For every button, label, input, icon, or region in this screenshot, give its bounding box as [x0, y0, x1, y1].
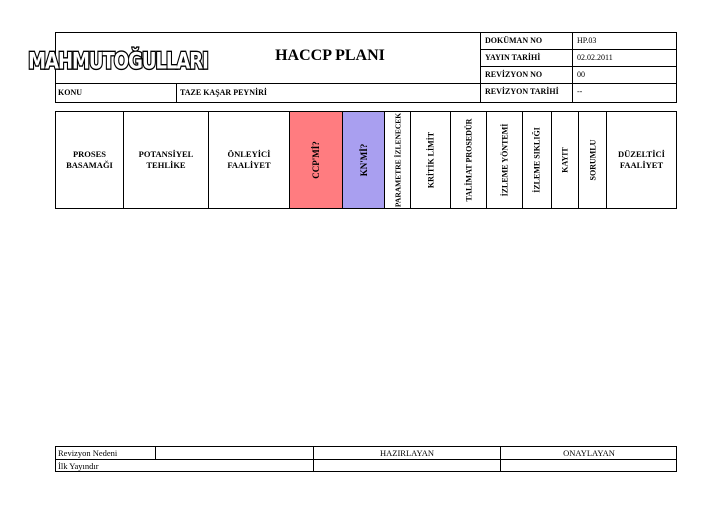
- document-meta: [480, 32, 677, 103]
- col-corrective-action: [607, 112, 676, 208]
- page-title: HACCP PLANI: [275, 47, 385, 64]
- col-ccp: [290, 112, 342, 208]
- logo-text: MAHMUTOĞULLARI: [28, 47, 208, 75]
- subject-value: TAZE KAŞAR PEYNİRİ: [180, 88, 267, 97]
- revision-reason-label: Revizyon Nedeni: [58, 448, 118, 458]
- col-monitoring-method-label: İZLEME YÖNTEMİ: [500, 123, 509, 197]
- col-corrective-action-line1: DÜZELTİCİ: [618, 149, 665, 159]
- revision-date-label: REVİZYON TARİHİ: [485, 87, 559, 96]
- col-potential-hazard-line2: TEHLİKE: [146, 160, 186, 170]
- col-preventive-action: [209, 112, 289, 208]
- col-record-label: KAYIT: [560, 147, 570, 173]
- col-monitoring-frequency: [523, 112, 551, 208]
- revision-no-label: REVİZYON NO: [485, 70, 543, 79]
- first-publication-text: İlk Yayındır: [58, 461, 99, 471]
- doc-no-value: HP.03: [577, 36, 597, 45]
- col-process-step-line2: BASAMAĞI: [66, 160, 113, 170]
- col-critical-limit: [411, 112, 450, 208]
- subject-label: KONU: [58, 88, 82, 97]
- publish-date-value: 02.02.2011: [577, 53, 613, 62]
- col-monitoring-method: [487, 112, 522, 208]
- col-potential-hazard: [124, 112, 208, 208]
- col-potential-hazard-line1: POTANSİYEL: [138, 149, 194, 159]
- col-preventive-action-line1: ÖNLEYİCİ: [227, 149, 271, 159]
- col-responsible-label: SORUMLU: [588, 139, 597, 181]
- col-parameter-label: PARAMETRE İZLENECEK: [393, 112, 402, 208]
- approved-by-label: ONAYLAYAN: [563, 447, 615, 458]
- col-process-step: [56, 112, 123, 208]
- col-responsible: [579, 112, 606, 208]
- col-critical-limit-label: KRİTİK LİMİT: [426, 131, 435, 189]
- col-process-step-line1: PROSES: [72, 149, 107, 159]
- col-kn: [343, 112, 384, 208]
- col-preventive-action-line2: FAALİYET: [227, 160, 271, 170]
- prepared-by-label: HAZIRLAYAN: [380, 447, 434, 458]
- publish-date-label: YAYIN TARİHİ: [485, 53, 541, 62]
- col-monitoring-frequency-label: İZLEME SIKLIĞI: [532, 127, 542, 193]
- doc-no-label: DOKÜMAN NO: [485, 36, 543, 45]
- col-record: [552, 112, 578, 208]
- revision-date-value: --: [577, 87, 583, 96]
- col-corrective-action-line2: FAALİYET: [619, 160, 664, 170]
- revision-no-value: 00: [577, 70, 585, 79]
- col-parameter: [385, 112, 410, 208]
- company-logo: [28, 41, 208, 77]
- col-kn-label: KN'Mİ?: [358, 143, 369, 177]
- col-ccp-label: CCP'Mİ?: [311, 141, 321, 179]
- col-instruction-label: TALİMAT PROSEDÜR: [464, 118, 473, 202]
- col-instruction: [451, 112, 486, 208]
